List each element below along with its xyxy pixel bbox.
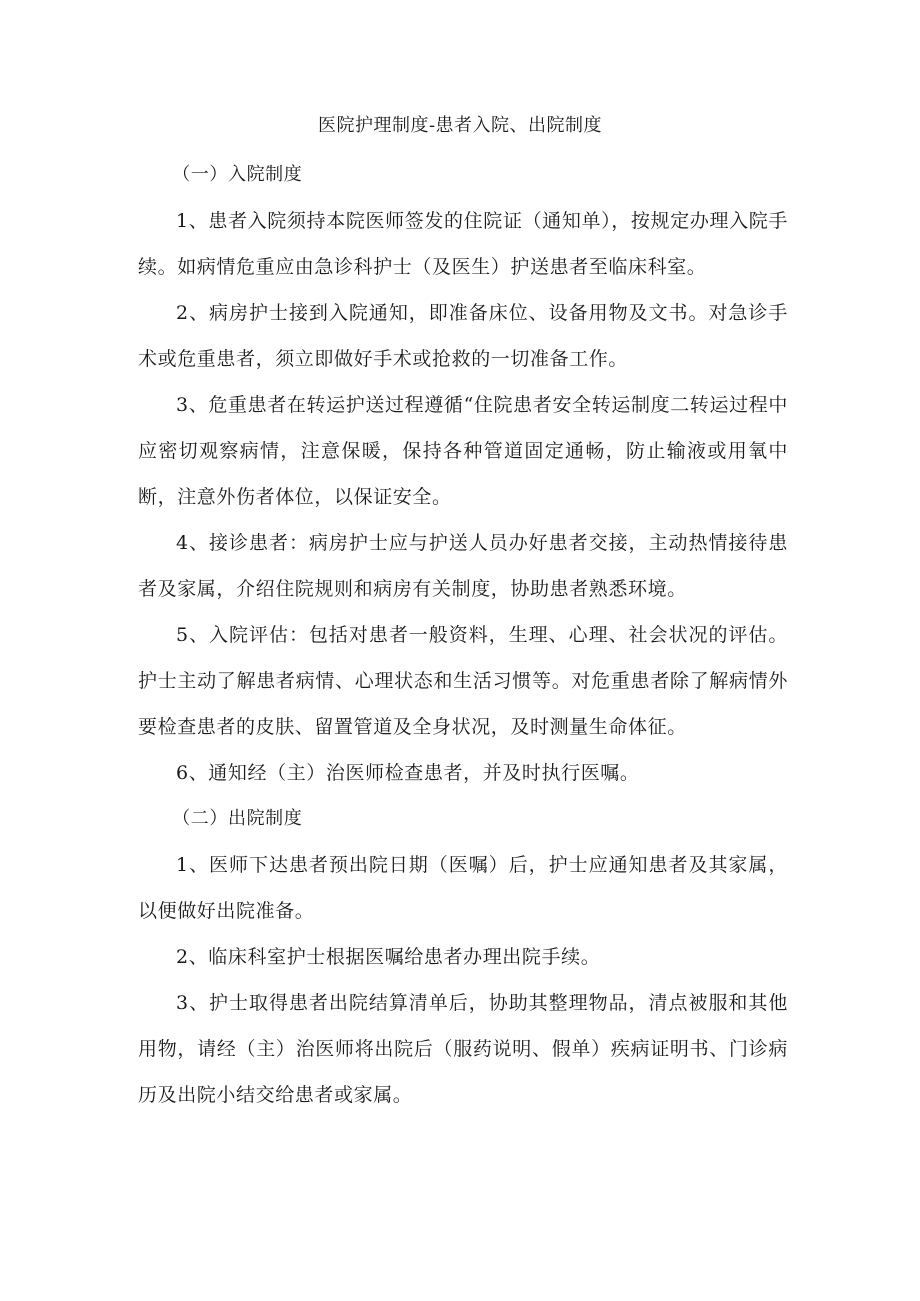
- document-body: [138, 152, 788, 1118]
- admission-item-1: 1、患者入院须持本院医师签发的住院证（通知单），按规定办理入院手续。如病情危重应由急诊科护士（及医生）护送患者至临床科室。: [138, 210, 788, 278]
- admission-item-4: 4、接诊患者：病房护士应与护送人员办好患者交接，主动热情接待患者及家属，介绍住院规则和病房有关制度，协助患者熟悉环境。: [138, 532, 788, 600]
- admission-item-6: 6、通知经（主）治医师检查患者，并及时执行医嘱。: [176, 762, 640, 784]
- discharge-item-2: 2、临床科室护士根据医嘱给患者办理出院手续。: [176, 946, 601, 968]
- discharge-item-3: 3、护士取得患者出院结算清单后，协助其整理物品，清点被服和其他用物，请经（主）治医师将出院后（服药说明、假单）疾病证明书、门诊病历及出院小结交给患者或家属。: [138, 992, 788, 1106]
- admission-item-2: 2、病房护士接到入院通知，即准备床位、设备用物及文书。对急诊手术或危重患者，须立即做好手术或抢救的一切准备工作。: [138, 302, 788, 370]
- document-title: 医院护理制度-患者入院、出院制度: [317, 115, 603, 136]
- discharge-item-1: 1、医师下达患者预出院日期（医嘱）后，护士应通知患者及其家属，以便做好出院准备。: [138, 854, 788, 922]
- admission-item-5: 5、入院评估：包括对患者一般资料，生理、心理、社会状况的评估。护士主动了解患者病情、心理状态和生活习惯等。对危重患者除了解病情外要检查患者的皮肤、留置管道及全身状况，及时测量生命体征。: [138, 624, 788, 738]
- admission-heading: （一）入院制度: [172, 164, 303, 185]
- discharge-heading: （二）出院制度: [172, 808, 303, 829]
- admission-item-3: 3、危重患者在转运护送过程遵循“住院患者安全转运制度二转运过程中应密切观察病情，注意保暖，保持各种管道固定通畅，防止输液或用氧中断，注意外伤者体位，以保证安全。: [138, 394, 788, 508]
